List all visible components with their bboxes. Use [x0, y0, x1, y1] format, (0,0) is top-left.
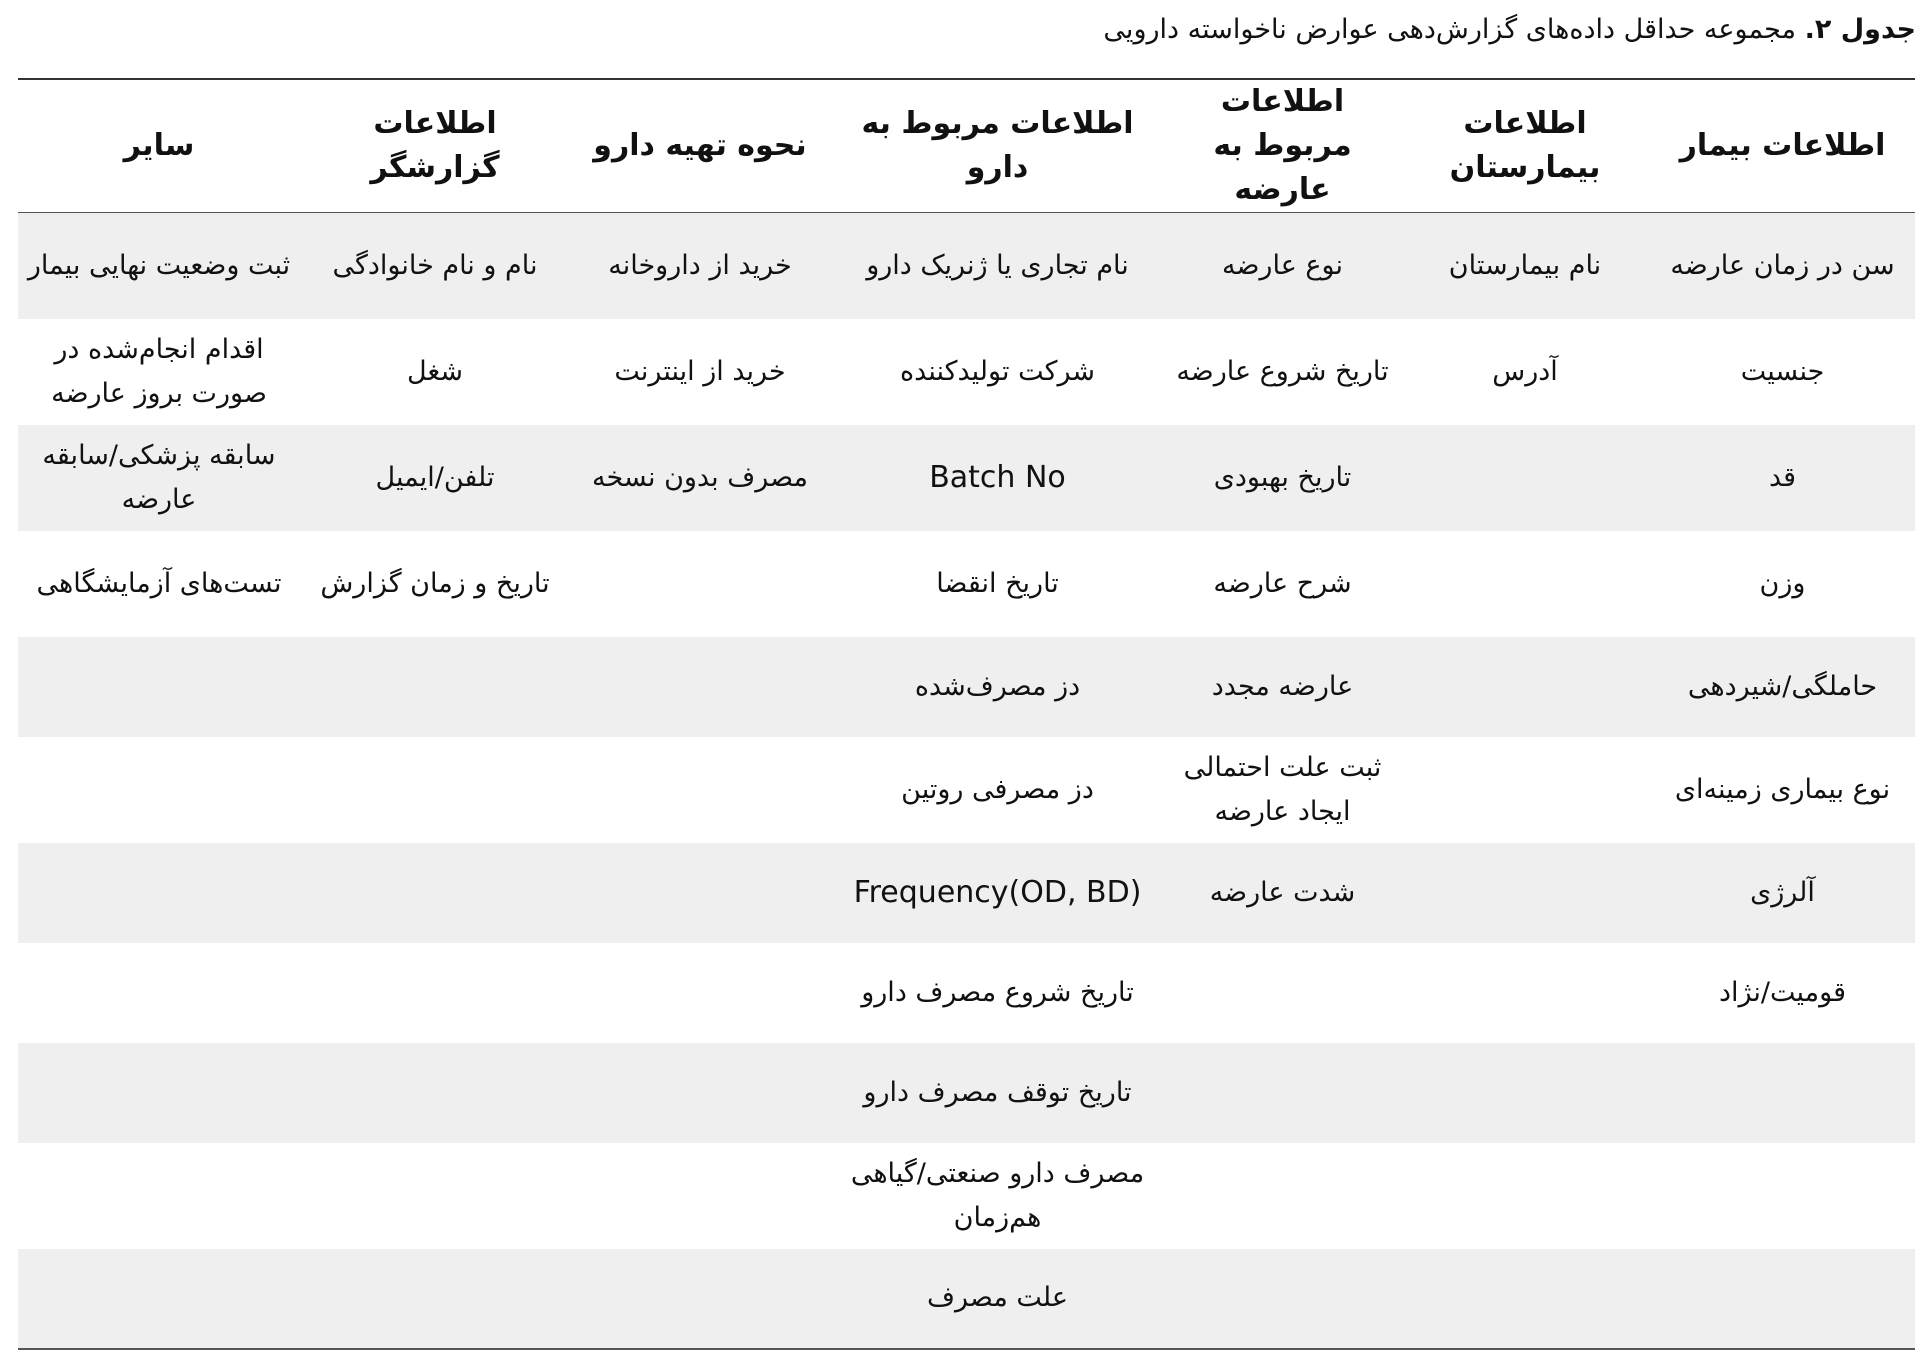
header-row [18, 79, 1915, 213]
cell-drug: تاریخ توقف مصرف دارو [863, 1076, 1132, 1108]
cell-source: مصرف بدون نسخه [592, 461, 808, 493]
table-row [18, 319, 1915, 425]
cell-reporter: شغل [406, 355, 464, 387]
cell-patient: وزن [1759, 567, 1806, 599]
cell-source [570, 1043, 830, 1143]
cell-reporter [300, 737, 570, 843]
cell-reaction: عارضه مجدد [1211, 670, 1354, 702]
cell-reaction [1165, 1143, 1400, 1249]
header-hospital-info: اطلاعات بیمارستان [1400, 79, 1650, 213]
cell-hospital: آدرس [1492, 355, 1558, 387]
cell-source [570, 843, 830, 943]
cell-hospital [1400, 637, 1650, 737]
cell-other: سابقه پزشکی/سابقه عارضه [42, 439, 276, 515]
cell-hospital [1400, 1249, 1650, 1349]
cell-reaction: شرح عارضه [1213, 567, 1352, 599]
cell-reaction [1165, 1043, 1400, 1143]
cell-source [570, 1249, 830, 1349]
cell-source [570, 637, 830, 737]
cell-other [18, 943, 300, 1043]
header-reaction-info: اطلاعات مربوط به عارضه [1165, 79, 1400, 213]
table-row [18, 1143, 1915, 1249]
cell-reaction: ثبت علت احتمالی ایجاد عارضه [1183, 751, 1382, 827]
table-row [18, 1043, 1915, 1143]
cell-hospital [1400, 1043, 1650, 1143]
cell-other: تست‌های آزمایشگاهی [36, 567, 282, 599]
table-row [18, 425, 1915, 531]
cell-reaction: نوع عارضه [1222, 249, 1343, 281]
table-row [18, 637, 1915, 737]
cell-reporter [300, 1249, 570, 1349]
cell-other [18, 1249, 300, 1349]
cell-hospital [1400, 943, 1650, 1043]
cell-patient [1650, 1043, 1915, 1143]
caption-text: مجموعه حداقل داده‌های گزارش‌دهی عوارض ناخواسته دارویی [1103, 14, 1796, 45]
cell-hospital [1400, 1143, 1650, 1249]
cell-reaction: شدت عارضه [1209, 876, 1356, 908]
cell-reporter [300, 637, 570, 737]
cell-reporter [300, 1043, 570, 1143]
cell-hospital: نام بیمارستان [1448, 249, 1602, 281]
header-other: سایر [18, 79, 300, 213]
cell-patient: نوع بیماری زمینه‌ای [1674, 773, 1891, 805]
cell-source [570, 737, 830, 843]
table-row [18, 531, 1915, 637]
cell-drug: تاریخ شروع مصرف دارو [861, 976, 1134, 1008]
cell-drug: شرکت تولیدکننده [900, 355, 1095, 387]
cell-patient: قد [1768, 461, 1797, 493]
cell-patient: قومیت/نژاد [1718, 976, 1846, 1008]
header-drug-info: اطلاعات مربوط به دارو [830, 79, 1165, 213]
cell-drug: Frequency(OD, BD) [853, 874, 1142, 910]
cell-reporter [300, 1143, 570, 1249]
table-row [18, 943, 1915, 1043]
cell-reporter: نام و نام خانوادگی [332, 249, 538, 281]
cell-reporter [300, 943, 570, 1043]
cell-patient [1650, 1249, 1915, 1349]
cell-other [18, 637, 300, 737]
cell-reaction: تاریخ شروع عارضه [1176, 355, 1389, 387]
cell-other: ثبت وضعیت نهایی بیمار [27, 249, 291, 281]
table-row [18, 737, 1915, 843]
cell-patient: جنسیت [1740, 355, 1825, 387]
cell-source: خرید از اینترنت [614, 355, 786, 387]
cell-reaction [1165, 943, 1400, 1043]
cell-reporter: تاریخ و زمان گزارش [320, 567, 550, 599]
header-reporter-info: اطلاعات گزارشگر [300, 79, 570, 213]
cell-other [18, 1043, 300, 1143]
table-row [18, 1249, 1915, 1349]
adr-min-dataset-table [18, 78, 1915, 1350]
cell-patient: سن در زمان عارضه [1670, 249, 1895, 281]
cell-hospital [1400, 843, 1650, 943]
cell-drug: دز مصرفی روتین [901, 773, 1094, 805]
cell-reaction [1165, 1249, 1400, 1349]
cell-drug: Batch No [929, 459, 1066, 495]
cell-source [570, 531, 830, 637]
cell-drug: تاریخ انقضا [936, 567, 1059, 599]
cell-hospital [1400, 425, 1650, 531]
cell-hospital [1400, 531, 1650, 637]
cell-drug: نام تجاری یا ژنریک دارو [866, 249, 1129, 281]
table-row [18, 843, 1915, 943]
cell-drug: مصرف دارو صنعتی/گیاهی هم‌زمان [850, 1157, 1145, 1233]
table-row [18, 213, 1915, 319]
cell-reporter: تلفن/ایمیل [375, 461, 495, 493]
cell-other [18, 737, 300, 843]
cell-patient: حاملگی/شیردهی [1687, 670, 1878, 702]
header-drug-source: نحوه تهیه دارو [570, 79, 830, 213]
caption-label: جدول ۲. [1804, 14, 1916, 45]
cell-hospital [1400, 737, 1650, 843]
header-patient-info: اطلاعات بیمار [1650, 79, 1915, 213]
cell-patient: آلرژی [1750, 876, 1815, 908]
cell-source [570, 943, 830, 1043]
cell-reporter [300, 843, 570, 943]
cell-reaction: تاریخ بهبودی [1213, 461, 1352, 493]
cell-other [18, 1143, 300, 1249]
cell-drug: علت مصرف [830, 1249, 1165, 1349]
cell-source: خرید از داروخانه [608, 249, 792, 281]
table-body [18, 213, 1915, 1349]
cell-other [18, 843, 300, 943]
table-caption [16, 8, 1916, 52]
cell-patient [1650, 1143, 1915, 1249]
cell-drug: دز مصرف‌شده [914, 670, 1081, 702]
cell-source [570, 1143, 830, 1249]
cell-other: اقدام انجام‌شده در صورت بروز عارضه [51, 333, 267, 409]
